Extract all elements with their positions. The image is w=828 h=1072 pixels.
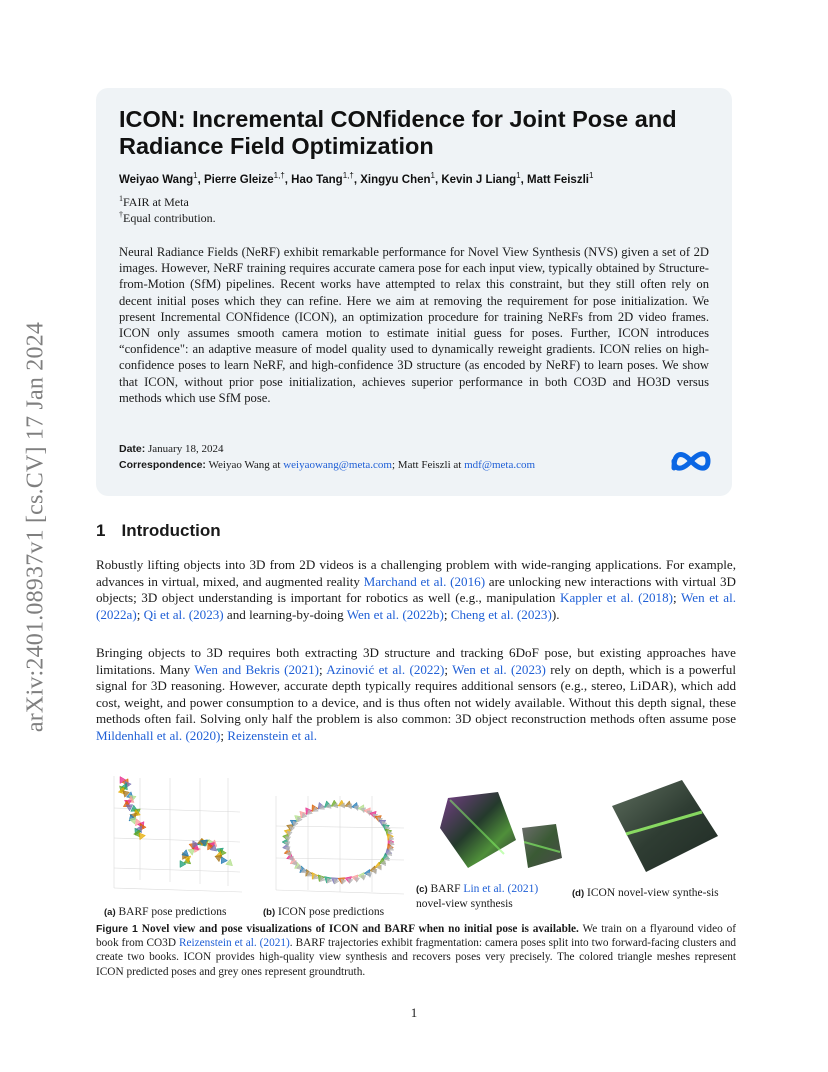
subcaption-d bbox=[572, 886, 732, 901]
citation-link[interactable]: Qi et al. (2023) bbox=[143, 606, 224, 622]
subcaption-c-label: (c) bbox=[416, 884, 428, 895]
subcaption-b-label: (b) bbox=[263, 907, 276, 918]
author-affiliation-sup: 1 bbox=[516, 171, 521, 180]
email-link-2[interactable]: mdf@meta.com bbox=[464, 459, 536, 471]
body-text: Bringing objects to 3D requires both extracting 3D structure and tracking 6DoF pose, but existing approaches have limitations. Many bbox=[96, 645, 736, 677]
caption-bold: Novel view and pose visualizations of ICON and BARF when no initial pose is available. bbox=[141, 923, 579, 935]
affiliation-2-sup: † bbox=[119, 210, 123, 219]
citation-link[interactable]: Kappler et al. (2018) bbox=[560, 590, 673, 606]
author-affiliation-sup: 1 bbox=[430, 171, 435, 180]
body-text: ; bbox=[443, 606, 451, 622]
body-text: ; bbox=[220, 727, 228, 743]
camera-pose-marker bbox=[348, 879, 353, 884]
body-text: and learning-by-doing bbox=[223, 606, 347, 622]
subcaption-a-label: (a) bbox=[104, 907, 116, 918]
figure-c-barf-novel-view bbox=[420, 788, 572, 880]
subcaption-d-label: (d) bbox=[572, 888, 585, 899]
subcaption-c-text: BARF bbox=[430, 883, 464, 895]
correspondence-line bbox=[119, 459, 535, 471]
author-name: Weiyao Wang bbox=[119, 173, 194, 186]
citation-link[interactable]: Wen et al. (2023) bbox=[452, 661, 546, 677]
section-heading bbox=[96, 521, 221, 541]
author-name: Hao Tang bbox=[291, 173, 343, 186]
citation-link[interactable]: Wen et al. (2022a) bbox=[96, 590, 736, 622]
caption-text-2: . BARF trajectories exhibit fragmentation: camera poses split into two forward-facing clusters and create two books. ICON provides high-quality view synthesis and recovers poses very precisely. The colored triangle meshes represent ICON predicted poses and grey ones represent groundtruth. bbox=[96, 937, 736, 978]
author-list: Weiyao Wang$^1$, Pierre Gleize$^{1,\dagger}$, Hao Tang$^{1,\dagger}$, Xingyu Chen$^1$, Kevin J Liang$^1$, Matt Feiszli$^1$ bbox=[119, 171, 594, 186]
author-name: Kevin J Liang bbox=[441, 173, 517, 186]
author-name: Matt Feiszli bbox=[526, 173, 589, 186]
body-text: are unlocking new interactions with virtual 3D objects; 3D object understanding is important for robotics as well (e.g., manipulation bbox=[96, 573, 736, 606]
author-affiliation-sup: 1 bbox=[588, 171, 594, 180]
camera-pose-marker bbox=[215, 855, 222, 861]
citation-link[interactable]: Azinović et al. (2022) bbox=[326, 661, 445, 677]
body-text: Robustly lifting objects into 3D from 2D videos is a challenging problem with wide-ranging applications. For example, advances in virtual, mixed, and augmented reality bbox=[96, 557, 736, 589]
affiliation-1 bbox=[119, 194, 189, 210]
icon-book-render bbox=[612, 780, 718, 872]
subcaption-c-text-2: novel-view synthesis bbox=[416, 898, 513, 910]
icon-camera-ring bbox=[282, 800, 394, 884]
author-affiliation-sup: 1,† bbox=[342, 171, 354, 180]
camera-pose-marker bbox=[221, 857, 227, 864]
meta-logo-icon bbox=[670, 448, 712, 474]
subcaption-b-text: ICON pose predictions bbox=[278, 906, 385, 918]
citation-link[interactable]: Wen et al. (2022b) bbox=[346, 606, 444, 622]
body-text: rely on depth, which is a powerful signal for 3D reasoning. However, accurate depth typically requires additional sensors (e.g., stereo, LiDAR), which add cost, weight, and power consumption to a device, and is thus often not widely available. Without this depth signal, these methods often fail. Solving only half the problem is also common: 3D object reconstruction methods often assume pose bbox=[96, 661, 736, 727]
abstract: Neural Radiance Fields (NeRF) exhibit remarkable performance for Novel View Synthesis (NVS) given a set of 2D images. However, NeRF training requires accurate camera pose for each input view, typically obtained by Structure-from-Motion (SfM) pipelines. Recent works have attempted to relax this constraint, but they still often rely on decent initial poses which they can refine. Here we aim at removing the requirement for pose initialization. We present Incremental CONfidence (ICON), an optimization procedure for training NeRFs from 2D video frames. ICON only assumes smooth camera motion to estimate initial guess for poses. Further, ICON introduces “confidence": an adaptive measure of model quality used to dynamically reweight gradients. ICON relies on high-confidence poses to learn NeRF, and high-confidence 3D structure (as encoded by NeRF) to learn poses. We show that ICON, without prior pose initialization, achieves superior performance in both CO3D and HO3D versus methods which use SfM pose. bbox=[119, 245, 709, 405]
citation-link[interactable]: Reizenstein et al. bbox=[227, 727, 318, 743]
camera-pose-marker bbox=[188, 849, 195, 856]
affiliation-1-sup: 1 bbox=[119, 194, 123, 203]
affiliation-2 bbox=[119, 210, 216, 226]
page-number: 1 bbox=[410, 1005, 418, 1020]
body-text: ). bbox=[551, 606, 560, 622]
caption-text-1: We train on a flyaround video of book from CO3D bbox=[96, 923, 737, 950]
citation-link[interactable]: Wen and Bekris (2021) bbox=[194, 661, 319, 677]
email-link-1[interactable]: weiyaowang@meta.com bbox=[283, 459, 392, 471]
body-text: ; bbox=[444, 661, 453, 677]
subcaption-c-citation[interactable]: Lin et al. (2021) bbox=[463, 883, 539, 895]
barf-camera-cluster bbox=[118, 777, 232, 868]
author-name: Xingyu Chen bbox=[360, 173, 431, 186]
figure-d-icon-novel-view bbox=[606, 778, 732, 876]
paragraph-2 bbox=[96, 645, 736, 745]
citation-link[interactable]: Marchand et al. (2016) bbox=[363, 573, 486, 589]
citation-link[interactable]: Mildenhall et al. (2020) bbox=[96, 727, 221, 743]
date-value: January 18, 2024 bbox=[148, 443, 224, 455]
affiliation-1-text: FAIR at Meta bbox=[123, 195, 189, 209]
body-text: ; bbox=[136, 606, 144, 622]
figure-caption bbox=[96, 922, 736, 979]
subcaption-a-text: BARF pose predictions bbox=[118, 906, 227, 918]
caption-citation[interactable]: Reizenstein et al. (2021) bbox=[178, 937, 290, 950]
author-name: Pierre Gleize bbox=[203, 173, 274, 186]
correspondence-sep: ; Matt Feiszli at bbox=[392, 459, 465, 471]
subcaption-b bbox=[263, 905, 384, 920]
affiliation-2-text: Equal contribution. bbox=[123, 211, 216, 225]
section-title: Introduction bbox=[121, 521, 221, 540]
figure-a-barf-pose-plot bbox=[100, 768, 250, 898]
arxiv-id: arXiv:2401.08937v1 [cs.CV] 17 Jan 2024 bbox=[22, 321, 49, 733]
paragraph-1 bbox=[96, 557, 736, 623]
body-text: ; bbox=[673, 590, 681, 606]
barf-book-render-large bbox=[440, 792, 516, 868]
subcaption-a bbox=[104, 905, 226, 920]
body-text: ; bbox=[319, 661, 327, 677]
author-affiliation-sup: 1 bbox=[193, 171, 198, 180]
figure-label: Figure 1 bbox=[96, 923, 138, 935]
subcaption-c bbox=[416, 882, 572, 911]
paper-title: ICON: Incremental CONfidence for Joint Pose and Radiance Field Optimization bbox=[119, 106, 677, 159]
correspondence-name-1: Weiyao Wang at bbox=[208, 459, 284, 471]
correspondence-label: Correspondence: bbox=[119, 459, 206, 471]
camera-pose-marker bbox=[341, 879, 346, 884]
subcaption-d-text: ICON novel-view synthe-sis bbox=[587, 887, 719, 899]
figure-b-icon-pose-plot bbox=[266, 790, 412, 900]
arxiv-stamp bbox=[16, 292, 56, 762]
author-affiliation-sup: 1,† bbox=[273, 171, 285, 180]
citation-link[interactable]: Cheng et al. (2023) bbox=[450, 606, 552, 622]
section-number: 1 bbox=[96, 521, 106, 540]
date-label: Date: bbox=[119, 443, 146, 455]
date-line bbox=[119, 443, 223, 455]
